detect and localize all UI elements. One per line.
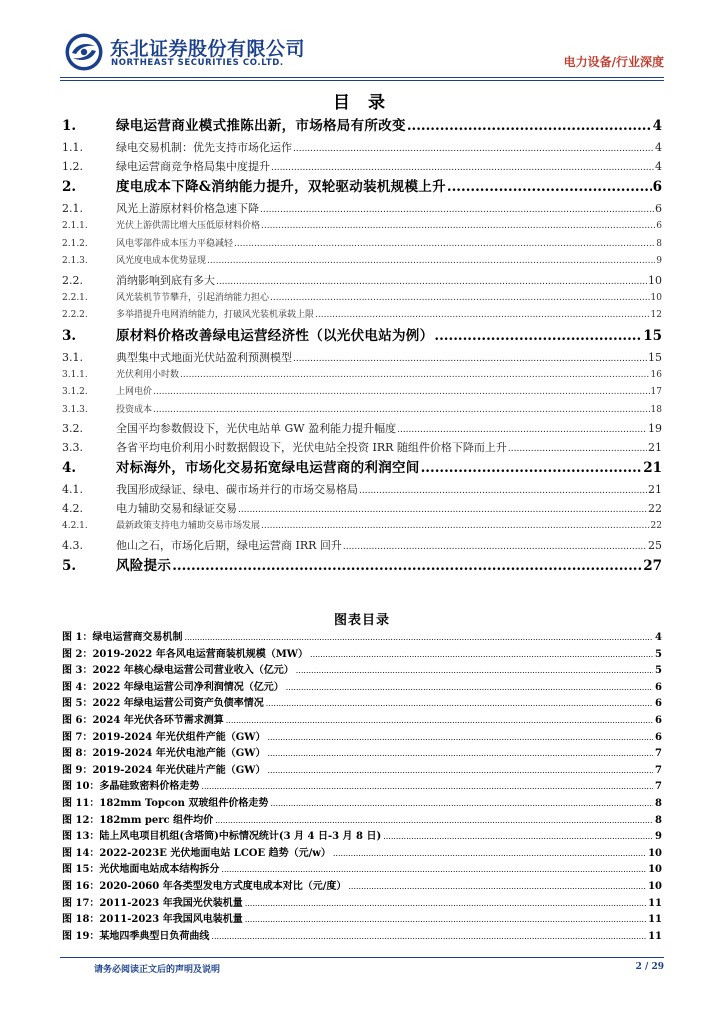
toc-entry-page: 21: [643, 460, 662, 476]
figure-entry-page: 10: [648, 847, 662, 859]
toc-entry[interactable]: [62, 457, 662, 480]
figure-entry[interactable]: [62, 879, 662, 896]
figure-entry-page: 7: [655, 748, 662, 760]
figure-leader-dots: [286, 680, 653, 697]
figure-entry-text: 图 8：2019-2024 年光伏电池产能（GW）: [62, 748, 266, 760]
toc-leader-dots: [293, 140, 654, 157]
toc-entry-page: 12: [650, 310, 662, 320]
toc-entry-number: 2.2.1.: [62, 292, 88, 303]
toc-entry[interactable]: [62, 518, 662, 536]
toc-entry-text: 风险提示: [116, 557, 172, 574]
toc-entry[interactable]: [62, 115, 662, 138]
figure-entry[interactable]: [62, 846, 662, 863]
toc-entry[interactable]: [62, 480, 662, 499]
figure-entry-text: 图 4：2022 年绿电运营公司净利润情况（亿元）: [62, 681, 284, 693]
toc-leader-dots: [216, 273, 647, 290]
toc-leader-dots: [293, 350, 647, 367]
toc-entry-text: 多举措提升电网消纳能力，打破风光装机承载上限: [116, 310, 315, 320]
toc-entry[interactable]: [62, 348, 662, 367]
toc-entry-number: 3.3.: [62, 441, 83, 454]
figure-entry-text: 图 6：2024 年光伏各环节需求测算: [62, 714, 224, 726]
figure-leader-dots: [184, 630, 653, 647]
figure-leader-dots: [245, 896, 646, 913]
toc-entry-text: 我国形成绿证、绿电、碳市场并行的市场交易格局: [116, 483, 358, 496]
toc-leader-dots: [270, 290, 650, 308]
toc-entry-number: 1.1.: [62, 141, 83, 154]
toc-entry-page: 15: [648, 350, 662, 364]
page-number: 2 / 29: [635, 962, 664, 972]
toc-entry-text: 典型集中式地面光伏站盈利预测模型: [116, 350, 292, 364]
toc-entry-text: 投资成本: [116, 404, 153, 415]
toc-entry-number: 3.1.2.: [62, 387, 88, 397]
figure-entry-page: 6: [655, 681, 662, 693]
toc-entry-text: 绿电交易机制：优先支持市场化运作: [116, 141, 292, 154]
figure-entry-text: 图 12：182mm perc 组件均价: [62, 814, 214, 826]
toc-entry-number: 1.2.: [62, 160, 83, 173]
toc-entry[interactable]: [62, 419, 662, 438]
toc-entry-page: 17: [650, 387, 662, 397]
figure-entry-page: 10: [648, 864, 662, 876]
report-type: 电力设备/行业深度: [563, 55, 664, 69]
toc-entry-text: 消纳影响到底有多大: [116, 273, 215, 287]
toc-entry-page: 6: [652, 179, 662, 195]
company-name-en: NORTHEAST SECURITIES CO.LTD.: [111, 58, 284, 68]
figure-entry-text: 图 5：2022 年绿电运营公司资产负债率情况: [62, 698, 264, 710]
toc-entry-page: 4: [655, 160, 662, 173]
figure-entry[interactable]: [62, 680, 662, 697]
figure-leader-dots: [296, 663, 653, 680]
figure-entry[interactable]: [62, 663, 662, 680]
toc-entry-text: 风光上游原材料价格急速下降: [116, 202, 259, 215]
toc-entry-text: 度电成本下降&消纳能力提升，双轮驱动装机规模上升: [116, 179, 446, 195]
toc-entry-text: 对标海外，市场化交易拓宽绿电运营商的利润空间: [116, 460, 420, 476]
figure-leader-dots: [221, 862, 646, 879]
toc-entry-text: 上网电价: [116, 387, 153, 397]
figure-entry-text: 图 14：2022-2023E 光伏地面电站 LCOE 趋势（元/w）: [62, 847, 331, 859]
figure-entry-text: 图 19：某地四季典型日负荷曲线: [62, 930, 210, 942]
toc-entry-text: 他山之石，市场化后期，绿电运营商 IRR 回升: [116, 538, 342, 552]
toc-entry-number: 3.: [62, 327, 77, 344]
toc-entry-number: 4.3.: [62, 538, 83, 552]
toc-entry-number: 2.1.2.: [62, 238, 88, 249]
figure-leader-dots: [211, 929, 646, 946]
toc-entry[interactable]: [62, 325, 662, 348]
toc-entry[interactable]: [62, 138, 662, 157]
toc-entry-number: 5.: [62, 557, 77, 574]
figure-entry-page: 6: [655, 714, 662, 726]
figure-leader-dots: [215, 813, 653, 830]
toc-entry-page: 8: [656, 238, 662, 249]
figure-entry[interactable]: [62, 829, 662, 846]
toc-leader-dots: [238, 501, 647, 518]
toc-entry-page: 10: [650, 292, 662, 303]
toc-entry-number: 3.2.: [62, 422, 83, 435]
figure-entry-page: 11: [648, 930, 662, 942]
toc-entry[interactable]: [62, 199, 662, 218]
toc-entry-text: 光伏上游供需比增大压低原材料价格: [116, 221, 261, 231]
toc-entry-text: 最新政策支持电力辅助交易市场发展: [116, 521, 261, 531]
figure-entry-text: 图 1：绿电运营商交易机制: [62, 632, 183, 643]
toc-entry[interactable]: [62, 499, 662, 518]
toc-entry-text: 绿电运营商业模式推陈出新，市场格局有所改变: [116, 118, 406, 134]
toc-entry-number: 1.: [62, 118, 77, 134]
figure-entry-page: 11: [648, 914, 662, 926]
figure-entry-page: 4: [655, 632, 662, 643]
toc-entry-page: 19: [648, 422, 662, 435]
figure-leader-dots: [348, 879, 646, 896]
figure-entry[interactable]: [62, 763, 662, 780]
toc-entry-text: 风电零部件成本压力平稳减轻: [116, 238, 234, 249]
toc-entry[interactable]: [62, 402, 662, 420]
figure-leader-dots: [270, 796, 653, 813]
toc-entry-page: 27: [643, 557, 662, 574]
figure-entry[interactable]: [62, 796, 662, 813]
toc-entry-text: 绿电运营商竞争格局集中度提升: [116, 160, 270, 173]
toc-entry-number: 3.1.1.: [62, 369, 88, 380]
toc-leader-dots: [260, 201, 654, 218]
figure-leader-dots: [268, 746, 654, 763]
toc-entry-page: 4: [652, 118, 662, 134]
figure-leader-dots: [201, 779, 653, 796]
toc-leader-dots: [434, 325, 642, 348]
figure-entry[interactable]: [62, 929, 662, 946]
toc-entry-number: 4.1.: [62, 483, 83, 496]
toc-entry-page: 6: [656, 221, 662, 231]
toc-entry[interactable]: [62, 271, 662, 290]
toc-entry-number: 4.2.1.: [62, 521, 88, 531]
toc-leader-dots: [508, 440, 647, 457]
toc-entry[interactable]: [62, 253, 662, 271]
figure-entry-text: 图 11：182mm Topcon 双玻组件价格走势: [62, 797, 269, 809]
figure-leader-dots: [268, 730, 654, 747]
figure-entry[interactable]: [62, 713, 662, 730]
figure-entry[interactable]: [62, 779, 662, 796]
figure-entry-page: 5: [655, 665, 662, 677]
toc-entry[interactable]: [62, 236, 662, 254]
toc-entry-text: 电力辅助交易和绿证交易: [116, 502, 237, 515]
toc-entry-page: 9: [656, 256, 662, 266]
toc-entry-number: 3.1.3.: [62, 404, 88, 415]
toc-entry-page: 6: [655, 202, 662, 215]
figure-entry-page: 5: [655, 648, 662, 660]
toc-entry-text: 风光装机节节攀升，引起消纳能力担心: [116, 292, 270, 303]
figure-leader-dots: [226, 713, 653, 730]
figure-entry-page: 10: [648, 880, 662, 892]
table-of-contents: [62, 115, 662, 578]
toc-leader-dots: [261, 518, 650, 536]
toc-entry-page: 16: [650, 369, 662, 380]
figure-entry[interactable]: [62, 862, 662, 879]
figure-leader-dots: [268, 763, 654, 780]
figure-leader-dots: [266, 696, 653, 713]
figure-entry-page: 9: [655, 831, 662, 843]
toc-entry-page: 4: [655, 141, 662, 154]
footer-rule: [60, 957, 664, 958]
toc-leader-dots: [180, 367, 650, 385]
figure-entry-text: 图 10：多晶硅致密料价格走势: [62, 781, 200, 793]
figure-leader-dots: [310, 647, 653, 664]
figure-entry-text: 图 13：陆上风电项目机组(含塔筒)中标情况统计(3 月 4 日-3 月 8 日): [62, 831, 382, 843]
toc-entry-page: 25: [648, 538, 662, 552]
figure-entry[interactable]: [62, 896, 662, 913]
figure-entry-page: 6: [655, 698, 662, 710]
figure-entry-text: 图 16：2020-2060 年各类型发电方式度电成本对比（元/度）: [62, 880, 347, 892]
toc-entry-text: 光伏利用小时数: [116, 369, 180, 380]
figure-entry-page: 11: [648, 897, 662, 909]
footer-disclaimer: 请务必阅读正文后的声明及说明: [94, 965, 221, 975]
figure-entry[interactable]: [62, 647, 662, 664]
toc-entry-page: 18: [650, 404, 662, 415]
toc-entry-page: 22: [650, 521, 662, 531]
toc-entry[interactable]: [62, 384, 662, 402]
figure-entry-text: 图 2：2019-2022 年各风电运营商装机规模（MW）: [62, 648, 309, 660]
toc-entry-number: 2.2.: [62, 273, 83, 287]
toc-entry-text: 全国平均参数假设下，光伏电站单 GW 盈利能力提升幅度: [116, 422, 397, 435]
toc-entry-number: 4.: [62, 460, 77, 476]
toc-entry-number: 3.1.: [62, 350, 83, 364]
company-logo-icon: [64, 32, 104, 72]
toc-entry[interactable]: [62, 438, 662, 457]
toc-entry[interactable]: [62, 176, 662, 199]
toc-entry[interactable]: [62, 555, 662, 578]
figure-leader-dots: [383, 829, 653, 846]
toc-leader-dots: [153, 384, 650, 402]
header-rule-thin: [60, 80, 664, 81]
figure-entry[interactable]: [62, 696, 662, 713]
figure-entry-page: 8: [655, 797, 662, 809]
toc-entry-page: 21: [648, 483, 662, 496]
toc-entry-number: 2.1.1.: [62, 221, 88, 231]
toc-entry[interactable]: [62, 290, 662, 308]
toc-entry-page: 21: [648, 441, 662, 454]
toc-entry-number: 2.1.: [62, 202, 83, 215]
toc-leader-dots: [359, 482, 647, 499]
toc-entry-page: 10: [648, 273, 662, 287]
figure-entry[interactable]: [62, 746, 662, 763]
toc-leader-dots: [315, 307, 650, 325]
figure-list: [62, 630, 662, 945]
toc-entry-text: 风光度电成本优势显现: [116, 256, 207, 266]
toc-leader-dots: [343, 538, 647, 555]
toc-leader-dots: [172, 555, 642, 578]
toc-leader-dots: [207, 253, 655, 271]
figure-entry[interactable]: [62, 813, 662, 830]
toc-leader-dots: [407, 115, 652, 138]
toc-entry[interactable]: [62, 157, 662, 176]
figure-entry-text: 图 3：2022 年核心绿电运营公司营业收入（亿元）: [62, 665, 294, 677]
toc-leader-dots: [447, 176, 652, 199]
toc-entry-page: 15: [643, 327, 662, 344]
toc-entry-number: 2.1.3.: [62, 256, 88, 266]
toc-entry-number: 2.: [62, 179, 77, 195]
figure-entry-page: 7: [655, 764, 662, 776]
toc-leader-dots: [261, 218, 655, 236]
toc-entry[interactable]: [62, 536, 662, 555]
figure-entry-text: 图 17：2011-2023 年我国光伏装机量: [62, 897, 243, 909]
toc-entry-number: 2.2.2.: [62, 310, 88, 320]
toc-entry[interactable]: [62, 218, 662, 236]
toc-entry-page: 22: [648, 502, 662, 515]
header-rule: [60, 77, 664, 78]
toc-leader-dots: [271, 159, 654, 176]
figure-entry-text: 图 15：光伏地面电站成本结构拆分: [62, 864, 220, 876]
toc-entry-text: 各省平均电价利用小时数据假设下，光伏电站全投资 IRR 随组件价格下降而上升: [116, 441, 507, 454]
toc-entry[interactable]: [62, 367, 662, 385]
figure-entry-page: 7: [655, 781, 662, 793]
figure-leader-dots: [333, 846, 646, 863]
figure-list-title: 图表目录: [333, 613, 390, 628]
figure-entry-text: 图 7：2019-2024 年光伏组件产能（GW）: [62, 731, 266, 743]
page-header: [60, 30, 664, 76]
toc-entry[interactable]: [62, 307, 662, 325]
figure-entry-text: 图 9：2019-2024 年光伏硅片产能（GW）: [62, 764, 266, 776]
figure-entry-text: 图 18：2011-2023 年我国风电装机量: [62, 914, 243, 926]
figure-entry[interactable]: [62, 630, 662, 647]
toc-entry-text: 原材料价格改善绿电运营经济性（以光伏电站为例）: [116, 327, 434, 344]
toc-leader-dots: [421, 457, 643, 480]
figure-leader-dots: [245, 912, 646, 929]
figure-entry[interactable]: [62, 912, 662, 929]
toc-leader-dots: [153, 402, 650, 420]
figure-entry-page: 6: [655, 731, 662, 743]
toc-entry-number: 4.2.: [62, 502, 83, 515]
toc-title: 目 录: [333, 93, 391, 113]
toc-leader-dots: [397, 421, 647, 438]
toc-leader-dots: [234, 236, 655, 254]
figure-entry[interactable]: [62, 730, 662, 747]
figure-entry-page: 8: [655, 814, 662, 826]
company-name-cn: 东北证券股份有限公司: [110, 38, 306, 60]
